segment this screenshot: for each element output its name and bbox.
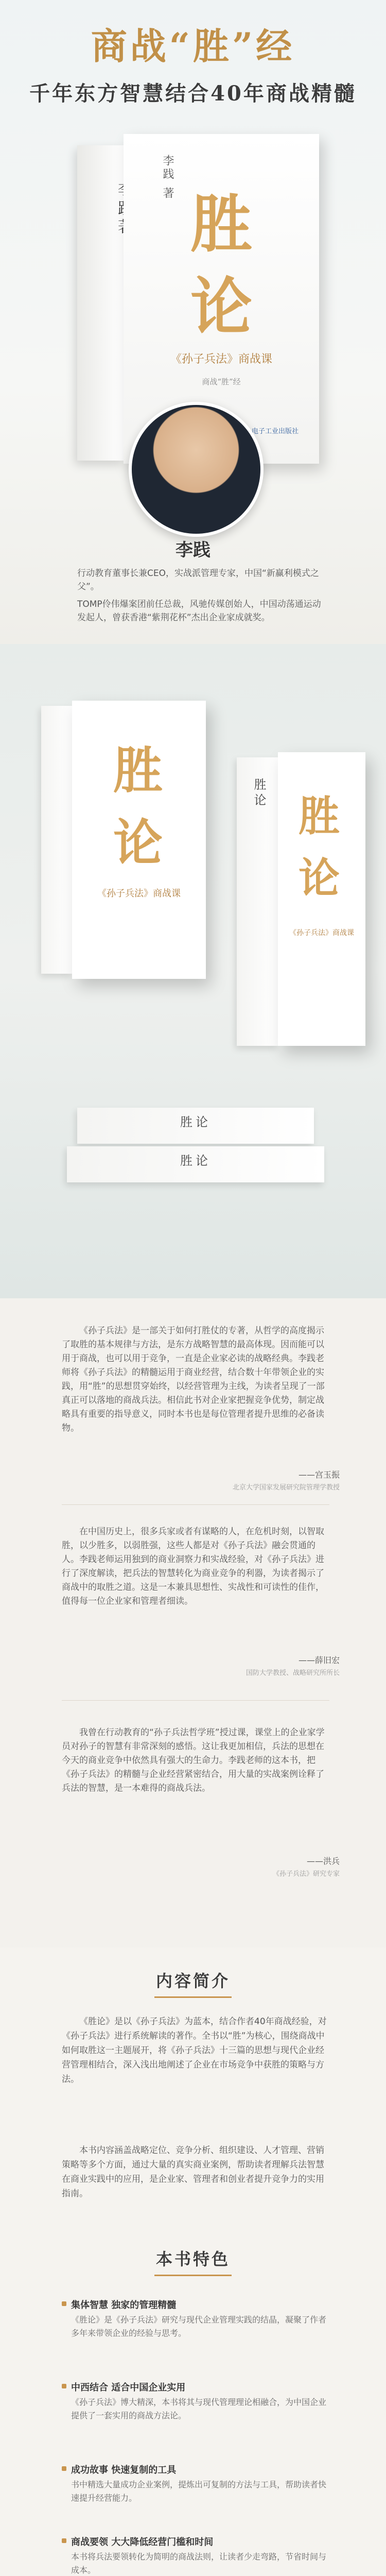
hero-section xyxy=(0,0,386,644)
endorsements-section xyxy=(0,1298,386,1947)
author-bio-2: TOMP伶伟爆案团前任总裁，风驰传媒创始人，中国动荡通运动发起人，曾获香港“紫荆花杯”杰出企业家成就奖。 xyxy=(77,599,321,623)
cover-title-char-1: 胜 xyxy=(190,188,252,261)
publisher-logo-right: 电子工业出版社 xyxy=(251,427,299,435)
feature-item xyxy=(62,2380,329,2422)
feature-heading: 成功故事 快速复制的工具 xyxy=(62,2463,329,2476)
feature-item xyxy=(62,2463,329,2505)
photo-book-a-subtitle: 《孙子兵法》商战课 xyxy=(97,888,181,899)
feature-body: 书中精选大量成功企业案例，提炼出可复制的方法与工具，帮助读者快速提升经营能力。 xyxy=(71,2480,327,2503)
photo-book-b-spine xyxy=(237,757,278,1046)
cover-tagline: 商战“胜”经 xyxy=(202,377,241,386)
photo-stack-spine-1: 胜论 xyxy=(180,1115,211,1129)
endorsement-affiliation-2: 国防大学教授、战略研究所所长 xyxy=(245,1669,340,1677)
endorsement-author-2: ——薛旧宏 xyxy=(298,1655,340,1665)
intro-title: 内容简介 xyxy=(155,1971,230,1991)
photo-book-b xyxy=(278,752,365,1046)
intro-paragraph-2: 本书内容涵盖战略定位、竞争分析、组织建设、人才管理、营销策略等多个方面，通过大量的真实商业案例，帮助读者理解兵法智慧在商业实践中的应用，是企业家、管理者和创业者提升竞争力的实用指南。 xyxy=(62,2145,324,2199)
endorsement-author-3: ——洪兵 xyxy=(306,1856,340,1866)
subheadline: 千年东方智慧结合40年商战精髓 xyxy=(29,81,357,106)
intro-paragraph-1: 《胜论》是以《孙子兵法》为蓝本，结合作者40年商战经验，对《孙子兵法》进行系统解读的著作。全书以“胜”为核心，围绕商战中如何取胜这一主题展开，将《孙子兵法》十三篇的思想与现代企业经营管理相结合，深入浅出地阐述了企业在市场竞争中获胜的策略与方法。 xyxy=(62,2016,327,2084)
cover-title-char-2: 论 xyxy=(190,270,252,343)
features-title: 本书特色 xyxy=(155,2249,230,2269)
photo-stack-book-1 xyxy=(77,1108,314,1144)
feature-item xyxy=(62,2535,329,2576)
divider xyxy=(62,1700,329,1701)
endorsement-affiliation-1: 北京大学国家发展研究院管理学教授 xyxy=(232,1484,340,1492)
cover-author: 李践 著 xyxy=(161,155,174,200)
title-underline xyxy=(154,2275,232,2276)
endorsement-author-1: ——宫玉振 xyxy=(298,1470,340,1480)
author-bio-1: 行动教育董事长兼CEO，实战派管理专家，中国“新赢利模式之父”。 xyxy=(77,568,319,592)
feature-heading: 商战要领 大大降低经营门槛和时间 xyxy=(62,2535,329,2548)
feature-heading: 集体智慧 独家的管理精髓 xyxy=(62,2298,329,2311)
photo-book-a-title-2: 论 xyxy=(113,814,163,872)
title-underline xyxy=(154,1996,232,1998)
endorsement-text-3: 我曾在行动教育的“孙子兵法哲学班”授过课，课堂上的企业家学员对孙子的智慧有非常深刻的感悟。这让我更加相信，兵法的思想在今天的商业竞争中依然具有强大的生命力。李践老师的这本书，把《孙子兵法》的精髓与企业经营紧密结合，用大量的实战案例诠释了兵法的智慧，是一本难得的商战兵法。 xyxy=(62,1727,325,1793)
divider xyxy=(62,1504,329,1505)
book-spine xyxy=(77,145,124,461)
photo-stack-book-2 xyxy=(67,1146,324,1182)
photo-book-a-spine xyxy=(41,706,72,974)
author-name: 李践 xyxy=(176,540,210,561)
feature-item xyxy=(62,2298,329,2340)
cover-subtitle: 《孙子兵法》商战课 xyxy=(170,353,272,366)
product-photo-section xyxy=(0,644,386,1298)
endorsement-text-1: 《孙子兵法》是一部关于如何打胜仗的专著，从哲学的高度揭示了取胜的基本规律与方法，是东方战略智慧的最高体现。因而能可以用于商战，也可以用于竞争，一直是企业家必读的战略经典。李践老师将《孙子兵法》的精髓运用于商业经营，结合数十年带领企业的实践，用“胜”的思想贯穿始终，以经营管理为主线，为读者呈现了一部真正可以落地的商战兵法。相信此书对企业家把握竞争优势，制定战略具有重要的指导意义，同时本书也是每位管理者提升思维的必备读物。 xyxy=(62,1326,325,1433)
intro-section xyxy=(0,1947,386,2576)
photo-book-b-spine-title: 胜论 xyxy=(252,778,266,809)
photo-book-b-subtitle: 《孙子兵法》商战课 xyxy=(289,929,354,937)
endorsement-text-2: 在中国历史上，很多兵家或者有谋略的人，在危机时刻，以智取胜，以少胜多，以弱胜强，这些人都是对《孙子兵法》融会贯通的人。李践老师运用独到的商业洞察力和实战经验，对《孙子兵法》进行了深度解读，把兵法的智慧转化为商业竞争的利器，为读者揭示了商战中的取胜之道。这是一本兼具思想性、实战性和可读性的佳作，值得每一位企业家和管理者细读。 xyxy=(62,1527,324,1606)
photo-book-a xyxy=(72,701,206,979)
feature-body: 《孙子兵法》博大精深，本书将其与现代管理理论相融合，为中国企业提供了一套实用的商战方法论。 xyxy=(71,2397,327,2420)
feature-heading: 中西结合 适合中国企业实用 xyxy=(62,2380,329,2394)
author-avatar xyxy=(129,402,264,537)
headline: 商战“胜”经 xyxy=(91,25,295,67)
photo-book-b-title-2: 论 xyxy=(299,854,340,902)
feature-body: 本书将兵法要领转化为简明的商战法则，让读者少走弯路，节省时间与成本。 xyxy=(71,2552,327,2575)
feature-body: 《胜论》是《孙子兵法》研究与现代企业管理实践的结晶，凝聚了作者多年来带领企业的经验与思考。 xyxy=(71,2315,327,2338)
endorsement-affiliation-3: 《孙子兵法》研究专家 xyxy=(272,1870,340,1878)
photo-stack-spine-2: 胜论 xyxy=(180,1154,211,1168)
photo-book-a-title-1: 胜 xyxy=(113,741,163,800)
photo-book-b-title-1: 胜 xyxy=(299,792,340,840)
